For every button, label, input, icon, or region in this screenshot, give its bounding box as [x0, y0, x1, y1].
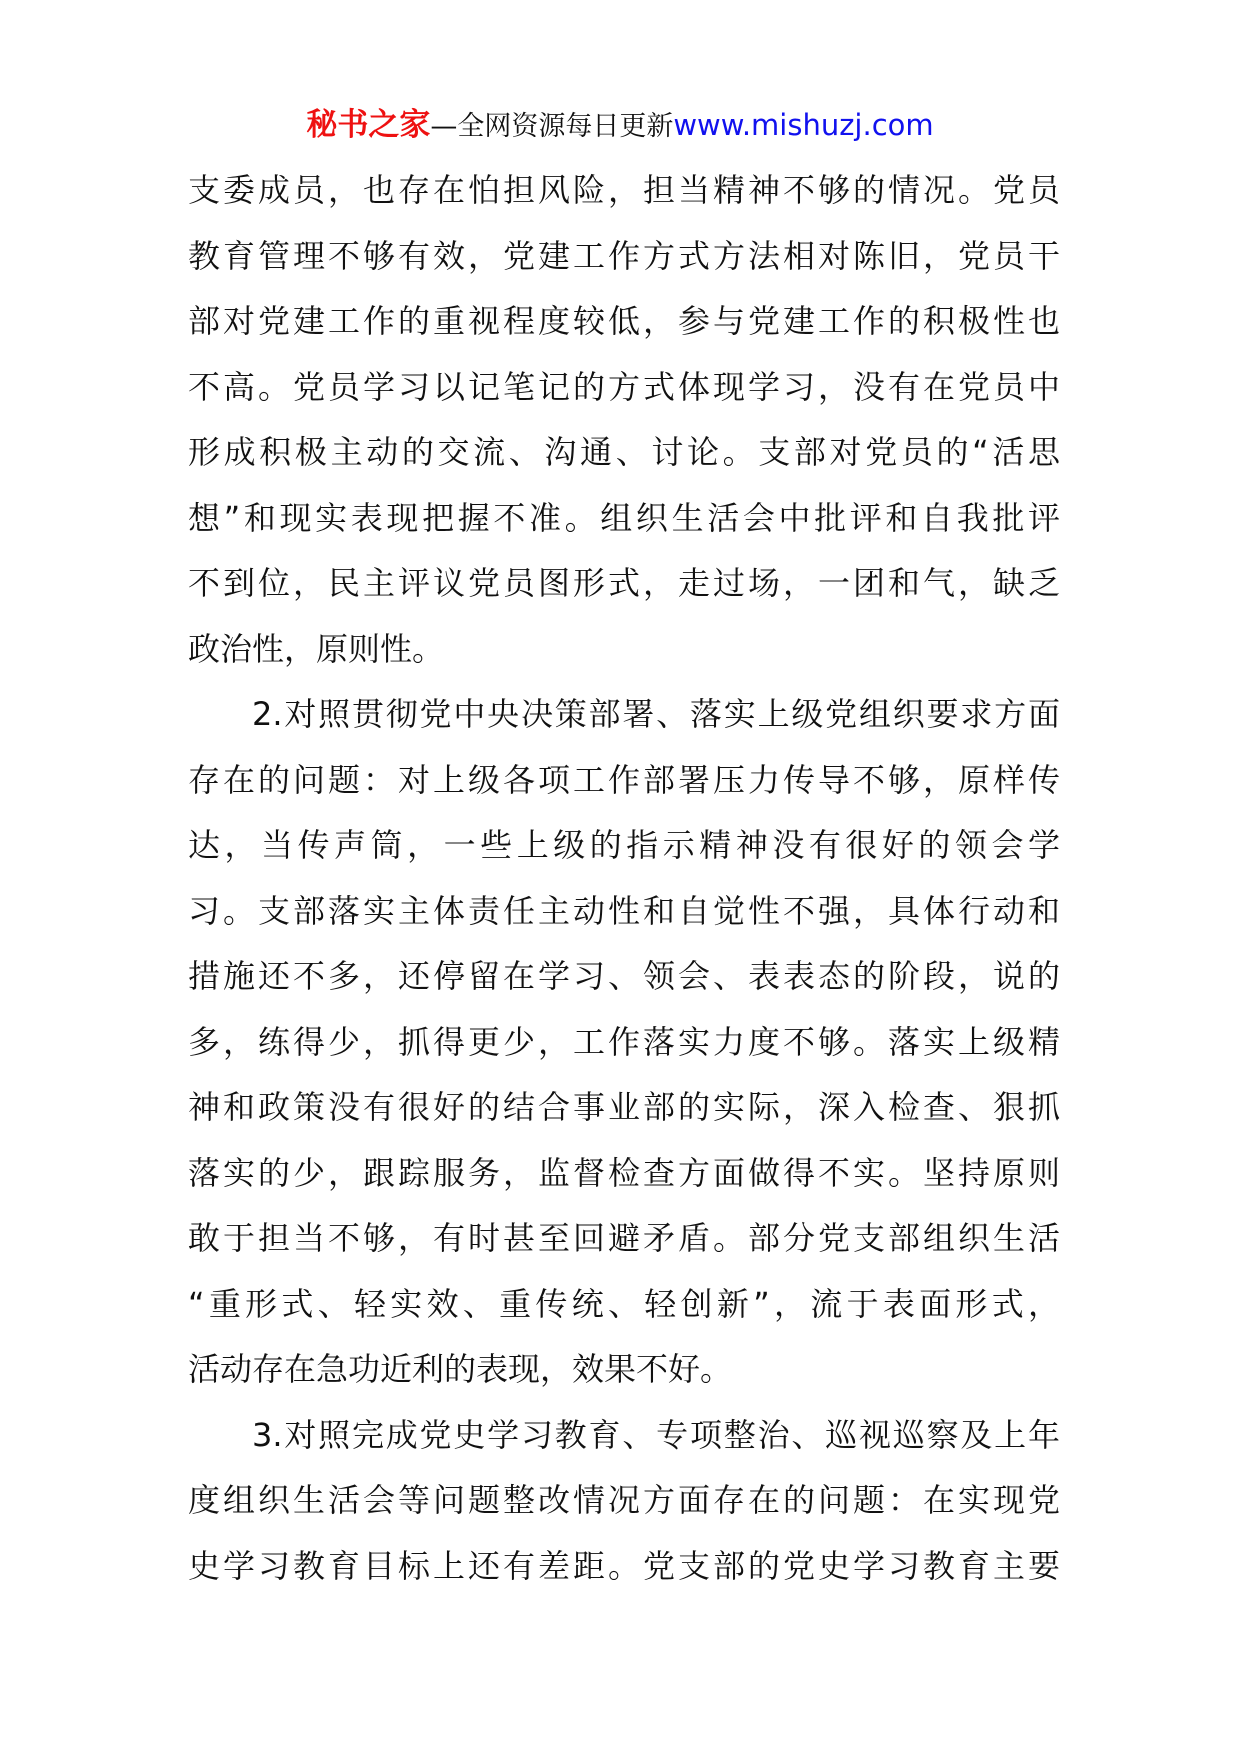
- text-line: 教育管理不够有效，党建工作方式方法相对陈旧，党员干: [188, 236, 1060, 275]
- text-line: 活动存在急功近利的表现，效果不好。: [188, 1350, 733, 1388]
- text-line: 达，当传声筒，一些上级的指示精神没有很好的领会学: [188, 826, 1060, 864]
- site-tagline: —全网资源每日更新: [430, 111, 674, 142]
- site-url-link[interactable]: www.mishuzj.com: [673, 108, 934, 142]
- text-line: 想”和现实表现把握不准。组织生活会中批评和自我批评: [188, 498, 1060, 537]
- text-line: 神和政策没有很好的结合事业部的实际，深入检查、狠抓: [188, 1088, 1060, 1126]
- text-line: 不到位，民主评议党员图形式，走过场，一团和气，缺乏: [188, 564, 1060, 602]
- text-line: 史学习教育目标上还有差距。党支部的党史学习教育主要: [188, 1546, 1060, 1585]
- text-line: 多，练得少，抓得更少，工作落实力度不够。落实上级精: [188, 1022, 1060, 1061]
- document-body: [188, 158, 1060, 1599]
- text-line: “重形式、轻实效、重传统、轻创新”，流于表面形式，: [188, 1284, 1060, 1323]
- text-line: 不高。党员学习以记笔记的方式体现学习，没有在党员中: [188, 367, 1060, 406]
- text-line: 度组织生活会等问题整改情况方面存在的问题：在实现党: [188, 1481, 1060, 1519]
- text-line: 形成积极主动的交流、沟通、讨论。支部对党员的“活思: [188, 433, 1060, 471]
- text-line: 存在的问题：对上级各项工作部署压力传导不够，原样传: [188, 760, 1060, 799]
- site-brand: 秘书之家: [306, 107, 431, 143]
- text-line: 政治性，原则性。: [188, 629, 445, 668]
- text-line: 部对党建工作的重视程度较低，参与党建工作的积极性也: [188, 302, 1060, 340]
- text-line: 支委成员，也存在怕担风险，担当精神不够的情况。党员: [188, 171, 1060, 209]
- section-3-heading-line: 3.对照完成党史学习教育、专项整治、巡视巡察及上年: [252, 1415, 1060, 1454]
- text-line: 习。支部落实主体责任主动性和自觉性不强，具体行动和: [188, 891, 1060, 930]
- text-line: 落实的少，跟踪服务，监督检查方面做得不实。坚持原则: [188, 1153, 1060, 1192]
- text-line: 敢于担当不够，有时甚至回避矛盾。部分党支部组织生活: [188, 1219, 1060, 1257]
- text-line: 措施还不多，还停留在学习、领会、表表态的阶段，说的: [188, 957, 1060, 995]
- site-header: [0, 100, 1240, 150]
- section-2-heading-line: 2.对照贯彻党中央决策部署、落实上级党组织要求方面: [252, 695, 1060, 733]
